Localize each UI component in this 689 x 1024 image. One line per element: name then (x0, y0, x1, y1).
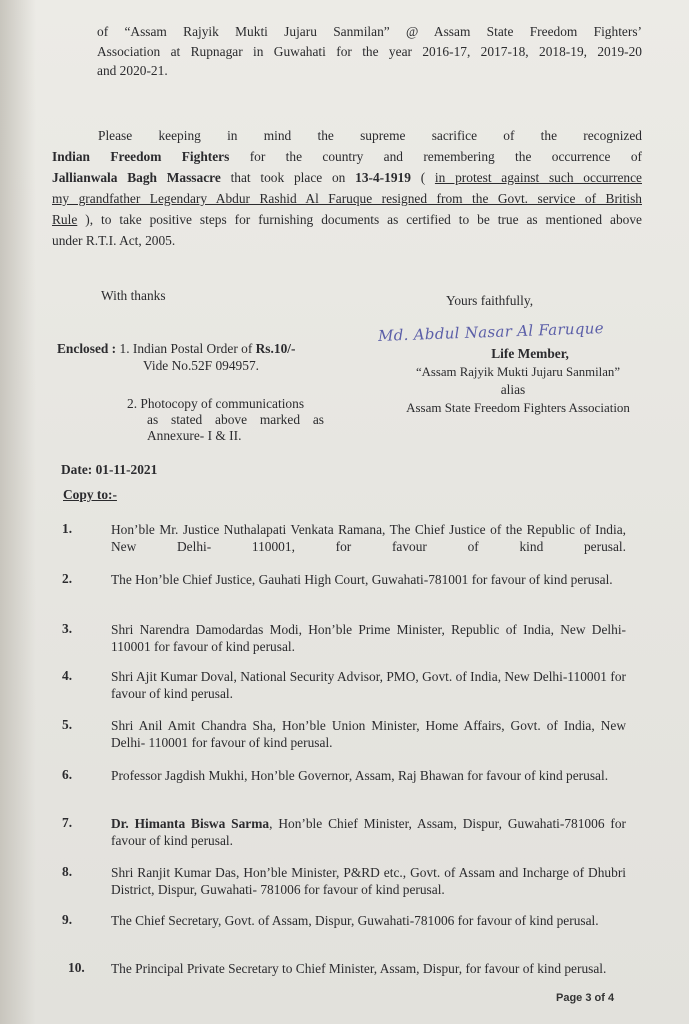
org-name-1: “Assam Rajyik Mukti Jujaru Sanmilan” (415, 365, 620, 379)
rule-underlined: Rule (52, 212, 78, 227)
alias-label: alias (500, 382, 526, 397)
list-item-text: Hon’ble Mr. Justice Nuthalapati Venkata Ramana, The Chief Justice of the Republic of India, New Delhi- 110001, for favour of kind perusal. (111, 522, 626, 554)
list-item-text-rest: , Hon’ble Chief Minister, Assam, Dispur, Guwahati-781006 for favour of kind perusal. (111, 816, 626, 848)
enclosed-item-1-text: 1. Indian Postal Order of (119, 341, 253, 356)
list-item-number: 9. (62, 912, 73, 927)
para-line-2-rest: for the country and remembering the occurrence of (249, 149, 642, 164)
para-line-1: Please keeping in mind the supreme sacrifice of the recognized (98, 128, 642, 143)
list-item-number: 8. (62, 864, 73, 879)
enclosed-item-2-line-1: 2. Photocopy of communications (127, 396, 305, 411)
list-item-text: The Hon’ble Chief Justice, Gauhati High Court, Guwahati-781001 for favour of kind perusal. (111, 572, 613, 587)
signatory-block (378, 345, 658, 417)
para-line-3 (52, 167, 642, 188)
list-item-number: 2. (62, 571, 73, 586)
enclosed-item-2-line-2: as stated above marked as (147, 412, 324, 427)
list-item-text: The Chief Secretary, Govt. of Assam, Dispur, Guwahati-781006 for favour of kind perusal. (111, 913, 599, 928)
enclosed-block (57, 340, 295, 374)
list-item-text: Professor Jagdish Mukhi, Hon’ble Governor, Assam, Raj Bhawan for favour of kind perusal. (111, 768, 609, 783)
page-edge-shadow (0, 0, 36, 1024)
life-member-title: Life Member, (491, 346, 569, 361)
handwritten-signature: Md. Abdul Nasar Al Faruque (377, 319, 605, 345)
intro-line-2: Association at Rupnagar in Guwahati for the year 2016-17, 2017-18, 2018-19, 2019-20 (97, 43, 642, 59)
with-thanks: With thanks (101, 288, 166, 303)
postal-order-amount: Rs.10/- (255, 341, 296, 356)
intro-line-1: of “Assam Rajyik Mukti Jujaru Sanmilan” @ Assam State Freedom Fighters’ (97, 24, 642, 39)
protest-underlined: in protest against such occurrence (434, 170, 642, 185)
list-item-text: Shri Ranjit Kumar Das, Hon’ble Minister, P&RD etc., Govt. of Assam and Incharge of Dhubri District, Dispur, Guwahati- 781006 for favour of kind perusal. (111, 865, 626, 897)
para-line-5 (52, 209, 642, 230)
list-item-number: 3. (62, 621, 73, 636)
list-item-text: The Principal Private Secretary to Chief Minister, Assam, Dispur, for favour of kind perusal. (111, 961, 607, 976)
list-item-number: 5. (62, 717, 73, 732)
chief-minister-name-bold: Dr. Himanta Biswa Sarma (111, 816, 270, 831)
list-item-number: 4. (62, 668, 73, 683)
list-item-text: Shri Ajit Kumar Doval, National Security Advisor, PMO, Govt. of India, New Delhi-110001 for favour of kind perusal. (111, 669, 626, 701)
open-paren: ( (420, 170, 426, 185)
enclosed-item-1 (120, 341, 296, 356)
list-item-text (111, 815, 626, 849)
copy-to-text: Copy to:- (63, 487, 117, 502)
para-line-3-mid: that took place on (230, 170, 346, 185)
list-item-number: 10. (68, 960, 85, 975)
main-paragraph (52, 125, 642, 251)
list-item-number: 1. (62, 521, 73, 536)
enclosed-item-1-line-2: Vide No.52F 094957. (143, 358, 259, 373)
massacre-bold: Jallianwala Bagh Massacre (52, 170, 221, 185)
para-line-4: my grandfather Legendary Abdur Rashid Al Faruque resigned from the Govt. service of British (52, 191, 642, 206)
list-item-number: 7. (62, 815, 73, 830)
enclosed-item-2-line-3: Annexure- I & II. (147, 428, 242, 443)
enclosed-item-2 (127, 396, 324, 444)
page-number: Page 3 of 4 (556, 992, 615, 1004)
yours-faithfully: Yours faithfully, (446, 293, 534, 308)
para-line-6: under R.T.I. Act, 2005. (52, 233, 176, 248)
enclosed-label: Enclosed : (57, 341, 117, 356)
list-item-text: Shri Anil Amit Chandra Sha, Hon’ble Union Minister, Home Affairs, Govt. of India, New Delhi- 110001 for favour of kind perusal. (111, 718, 626, 750)
intro-paragraph (97, 22, 642, 81)
date-text: Date: 01-11-2021 (61, 462, 158, 477)
freedom-fighters-bold: Indian Freedom Fighters (52, 149, 230, 164)
list-item-text: Shri Narendra Damodardas Modi, Hon’ble Prime Minister, Republic of India, New Delhi-110001 for favour of kind perusal. (111, 622, 626, 654)
para-line-2 (52, 146, 642, 167)
copy-to-heading (63, 485, 117, 505)
org-name-2: Assam State Freedom Fighters Association (406, 400, 630, 415)
list-item-number: 6. (62, 767, 73, 782)
letter-date (61, 460, 157, 480)
para-line-5-rest: ), to take positive steps for furnishing documents as certified to be true as mentioned above (85, 212, 642, 227)
intro-line-3: and 2020-21. (97, 63, 168, 78)
massacre-date-bold: 13-4-1919 (355, 170, 411, 185)
